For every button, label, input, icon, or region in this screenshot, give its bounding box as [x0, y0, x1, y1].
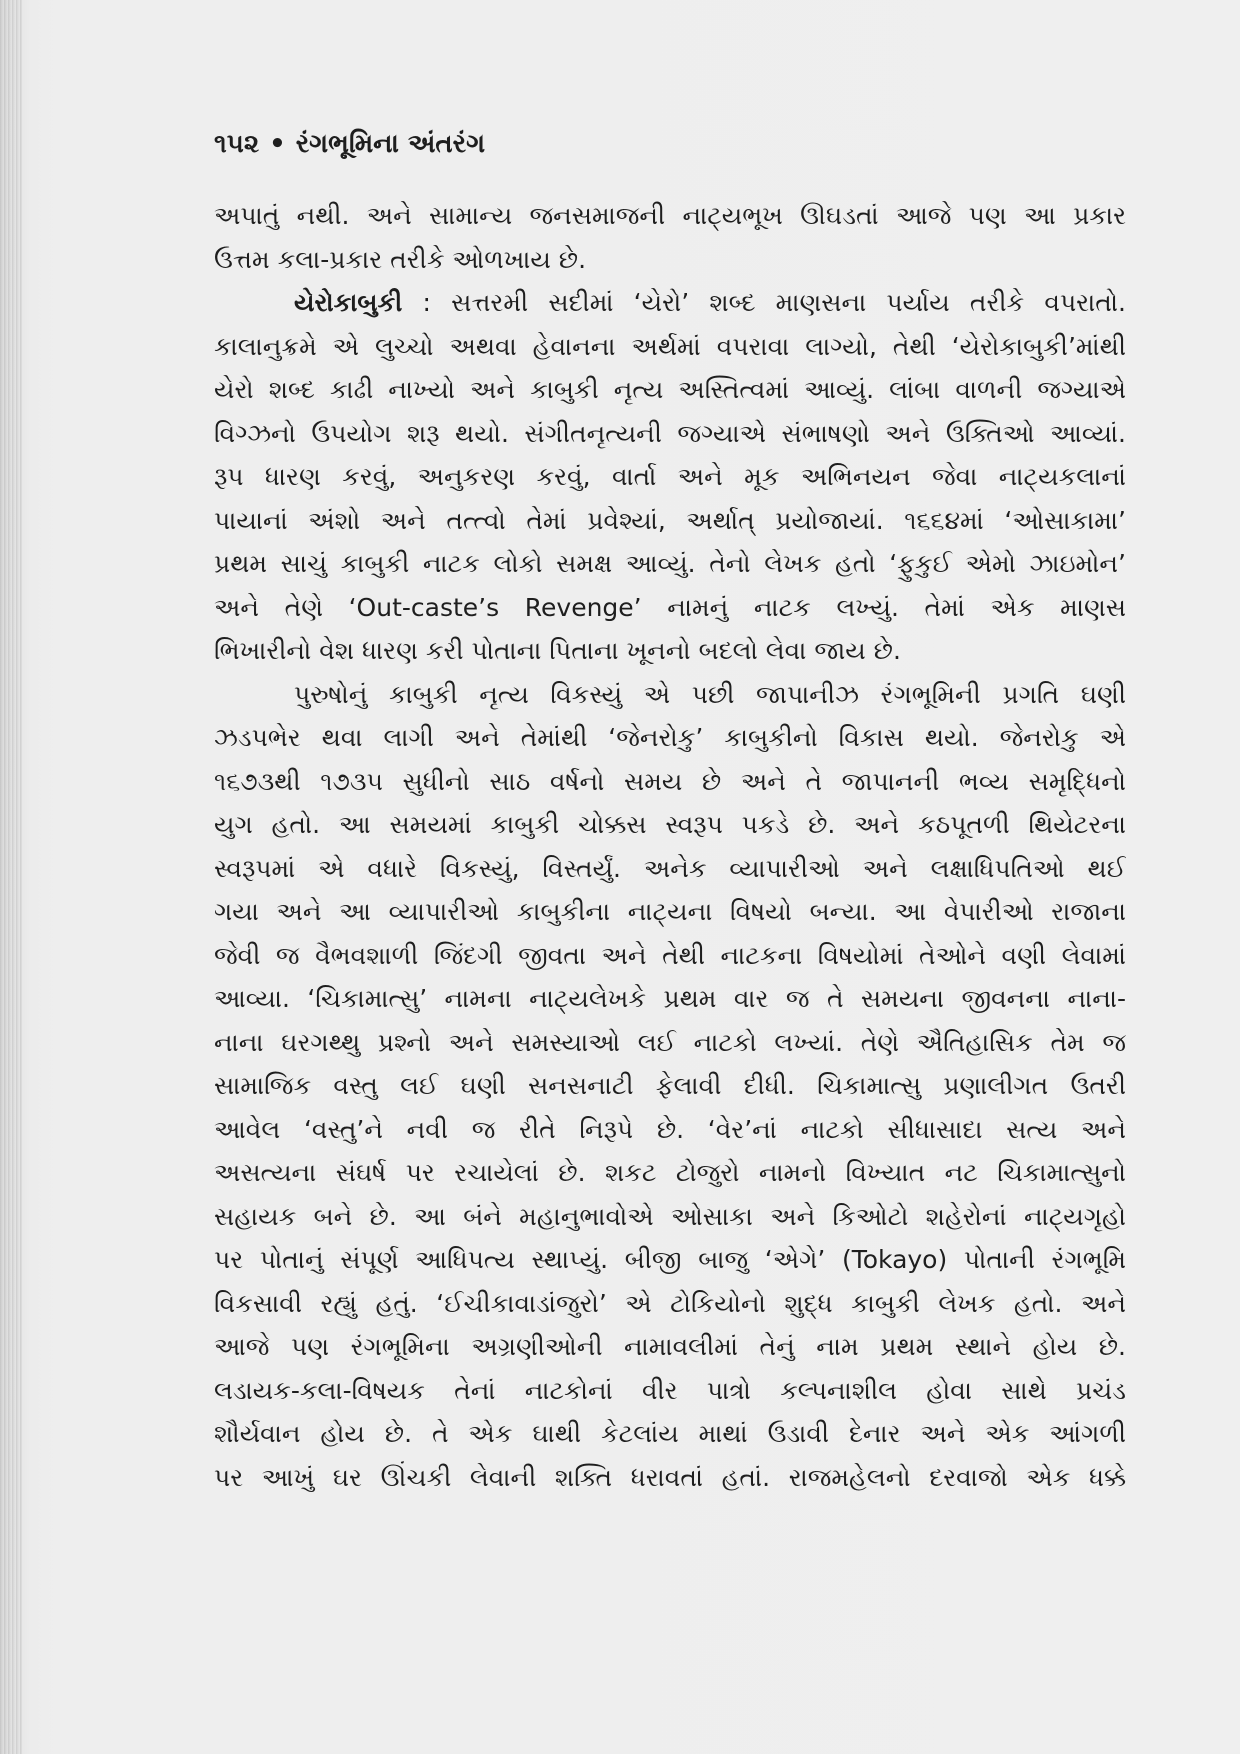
text-line: સ્વરૂપમાં એ વધારે વિકસ્યું, વિસ્તર્યું. અનેક વ્યાપારીઓ અને લક્ષાધિપતિઓ થઈ	[214, 853, 1126, 883]
text-line: અપાતું નથી. અને સામાન્ય જનસમાજની નાટ્યભૂખ ઊઘડતાં આજે પણ આ પ્રકાર	[214, 201, 1126, 230]
text-line: પુરુષોનું કાબુકી નૃત્ય વિકસ્યું એ પછી જાપાનીઝ રંગભૂમિની પ્રગતિ ઘણી	[294, 679, 1126, 709]
text-line: પાયાનાં અંશો અને તત્ત્વો તેમાં પ્રવેશ્યાં, અર્થાત્ પ્રયોજાયાં. ૧૬૬૪માં ‘ઓસાકામા’	[214, 505, 1126, 535]
text-line: અસત્યના સંઘર્ષ પર રચાયેલાં છે. શકટ ટોજુરો નામનો વિખ્યાત નટ ચિકામાત્સુનો	[214, 1158, 1126, 1187]
body-text	[214, 194, 1126, 1499]
text-line: કાલાનુક્રમે એ લુચ્ચો અથવા હેવાનના અર્થમાં વપરાવા લાગ્યો, તેથી ‘યેરોકાબુકી’માંથી	[214, 331, 1126, 361]
text-line: લડાયક-કલા-વિષયક તેનાં નાટકોનાં વીર પાત્રો કલ્પનાશીલ હોવા સાથે પ્રચંડ	[214, 1375, 1126, 1405]
text-line: આજે પણ રંગભૂમિના અગ્રણીઓની નામાવલીમાં તેનું નામ પ્રથમ સ્થાને હોય છે.	[214, 1332, 1126, 1361]
text-line: ગયા અને આ વ્યાપારીઓ કાબુકીના નાટ્યના વિષયો બન્યા. આ વેપારીઓ રાજાના	[214, 897, 1126, 926]
text-line: અને તેણે ‘Out-caste’s Revenge’ નામનું નાટક લખ્યું. તેમાં એક માણસ	[214, 592, 1126, 622]
text-line: શૌર્યવાન હોય છે. તે એક ઘાથી કેટલાંય માથાં ઉડાવી દેનાર અને એક આંગળી	[214, 1419, 1126, 1448]
page-stack-edge	[0, 0, 22, 1754]
text-line: ૧૬૭૩થી ૧૭૩૫ સુધીનો સાઠ વર્ષનો સમય છે અને તે જાપાનની ભવ્ય સમૃદ્ધિનો	[214, 766, 1126, 796]
text-line: જેવી જ વૈભવશાળી જિંદગી જીવતા અને તેથી નાટકના વિષયોમાં તેઓને વણી લેવામાં	[214, 940, 1126, 970]
text-line: ભિખારીનો વેશ ધારણ કરી પોતાના પિતાના ખૂનનો બદલો લેવા જાય છે.	[214, 636, 901, 665]
book-title: રંગભૂમિના અંતરંગ	[295, 129, 486, 159]
text-line: વિકસાવી રહ્યું હતું. ‘ઈચીકાવાડાંજુરો’ એ ટોકિયોનો શુદ્ધ કાબુકી લેખક હતો. અને	[214, 1288, 1126, 1318]
text-line: યુગ હતો. આ સમયમાં કાબુકી ચોક્કસ સ્વરૂપ પકડે છે. અને કઠપૂતળી થિયેટરના	[214, 810, 1126, 839]
text-line: આવ્યા. ‘ચિકામાત્સુ’ નામના નાટ્યલેખકે પ્રથમ વાર જ તે સમયના જીવનના નાના-	[214, 984, 1126, 1013]
text-line: ઉત્તમ કલા-પ્રકાર તરીકે ઓળખાય છે.	[214, 244, 587, 274]
text-line: યેરો શબ્દ કાઢી નાખ્યો અને કાબુકી નૃત્ય અસ્તિત્વમાં આવ્યું. લાંબા વાળની જગ્યાએ	[214, 375, 1126, 404]
text-line: સહાયક બને છે. આ બંને મહાનુભાવોએ ઓસાકા અને કિઓટો શહેરોનાં નાટ્યગૃહો	[214, 1201, 1126, 1231]
header-bullet: •	[269, 129, 286, 159]
text-line: નાના ઘરગથ્થુ પ્રશ્નો અને સમસ્યાઓ લઈ નાટકો લખ્યાં. તેણે ઐતિહાસિક તેમ જ	[214, 1027, 1126, 1057]
text-line-rest: : સત્તરમી સદીમાં ‘યેરો’ શબ્દ માણસના પર્યાય તરીકે વપરાતો.	[402, 288, 1126, 317]
text-line	[214, 281, 1126, 325]
section-term: યેરોકાબુકી	[294, 288, 403, 317]
text-line: વિગ્ઝનો ઉપયોગ શરૂ થયો. સંગીતનૃત્યની જગ્યાએ સંભાષણો અને ઉક્તિઓ આવ્યાં.	[214, 418, 1126, 448]
running-header	[214, 124, 1114, 164]
text-line: પ્રથમ સાચું કાબુકી નાટક લોકો સમક્ષ આવ્યું. તેનો લેખક હતો ‘ફુકુઈ એમો ઝાઇમોન’	[214, 549, 1126, 578]
text-line: આવેલ ‘વસ્તુ’ને નવી જ રીતે નિરૂપે છે. ‘વેર’નાં નાટકો સીધાસાદા સત્ય અને	[214, 1114, 1126, 1144]
text-line: રૂપ ધારણ કરવું, અનુકરણ કરવું, વાર્તા અને મૂક અભિનયન જેવા નાટ્યકલાનાં	[214, 462, 1126, 491]
text-line: સામાજિક વસ્તુ લઈ ઘણી સનસનાટી ફેલાવી દીધી. ચિકામાત્સુ પ્રણાલીગત ઉતરી	[214, 1071, 1126, 1100]
text-line: પર આખું ઘર ઊંચકી લેવાની શક્તિ ધરાવતાં હતાં. રાજમહેલનો દરવાજો એક ધક્કે	[214, 1462, 1126, 1492]
text-line: પર પોતાનું સંપૂર્ણ આધિપત્ય સ્થાપ્યું. બીજી બાજુ ‘એગે’ (Tokayo) પોતાની રંગભૂમિ	[214, 1245, 1126, 1274]
page-number: ૧૫૨	[214, 129, 260, 159]
text-line: ઝડપભેર થવા લાગી અને તેમાંથી ‘જેનરોકુ’ કાબુકીનો વિકાસ થયો. જેનરોકુ એ	[214, 723, 1126, 752]
